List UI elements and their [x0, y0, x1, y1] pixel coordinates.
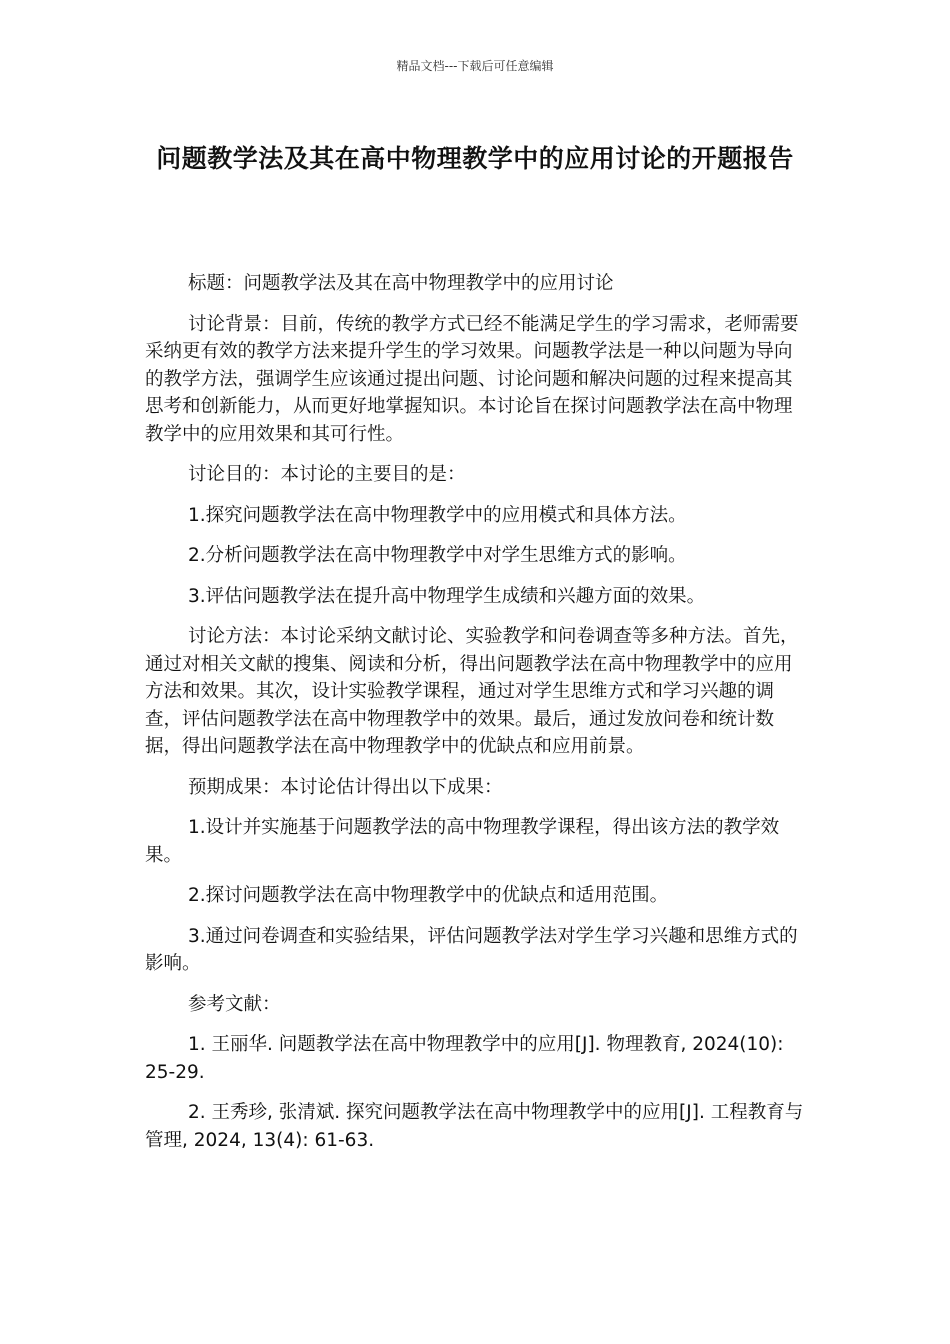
reference-item: 2. 王秀珍, 张清斌. 探究问题教学法在高中物理教学中的应用[J]. 工程教育与管理, 2024, 13(4): 61-63. — [145, 1102, 804, 1151]
paragraph-method: 讨论方法：本讨论采纳文献讨论、实验教学和问卷调查等多种方法。首先，通过对相关文献的搜集、阅读和分析，得出问题教学法在高中物理教学中的应用方法和效果。其次，设计实验教学课程，通过对学生思维方式和学习兴趣的调查，评估问题教学法在高中物理教学中的效果。最后，通过发放问卷和统计数据，得出问题教学法在高中物理教学中的优缺点和应用前景。 — [145, 626, 799, 757]
paragraph-purpose: 讨论目的：本讨论的主要目的是： — [188, 464, 466, 485]
list-item: 3.通过问卷调查和实验结果，评估问题教学法对学生学习兴趣和思维方式的影响。 — [145, 925, 798, 974]
header-note: 精品文档---下载后可任意编辑 — [396, 59, 554, 73]
reference-item: 1. 王丽华. 问题教学法在高中物理教学中的应用[J]. 物理教育, 2024(10): 25-29. — [145, 1034, 784, 1083]
paragraph-title: 标题：问题教学法及其在高中物理教学中的应用讨论 — [188, 273, 614, 294]
references-heading: 参考文献： — [188, 993, 281, 1015]
list-item: 1.探究问题教学法在高中物理教学中的应用模式和具体方法。 — [188, 504, 687, 526]
document-title: 问题教学法及其在高中物理教学中的应用讨论的开题报告 — [156, 144, 794, 173]
document-body — [145, 270, 805, 1167]
list-item: 2.分析问题教学法在高中物理教学中对学生思维方式的影响。 — [188, 545, 687, 566]
paragraph-expected-results: 预期成果：本讨论估计得出以下成果： — [188, 776, 503, 798]
list-item: 3.评估问题教学法在提升高中物理学生成绩和兴趣方面的效果。 — [188, 585, 706, 607]
list-item: 1.设计并实施基于问题教学法的高中物理教学课程，得出该方法的教学效果。 — [145, 817, 780, 866]
list-item: 2.探讨问题教学法在高中物理教学中的优缺点和适用范围。 — [188, 885, 669, 906]
paragraph-background: 讨论背景：目前，传统的教学方式已经不能满足学生的学习需求，老师需要采纳更有效的教学方法来提升学生的学习效果。问题教学法是一种以问题为导向的教学方法，强调学生应该通过提出问题、讨论问题和解决问题的过程来提高其思考和创新能力，从而更好地掌握知识。本讨论旨在探讨问题教学法在高中物理教学中的应用效果和其可行性。 — [145, 313, 799, 445]
